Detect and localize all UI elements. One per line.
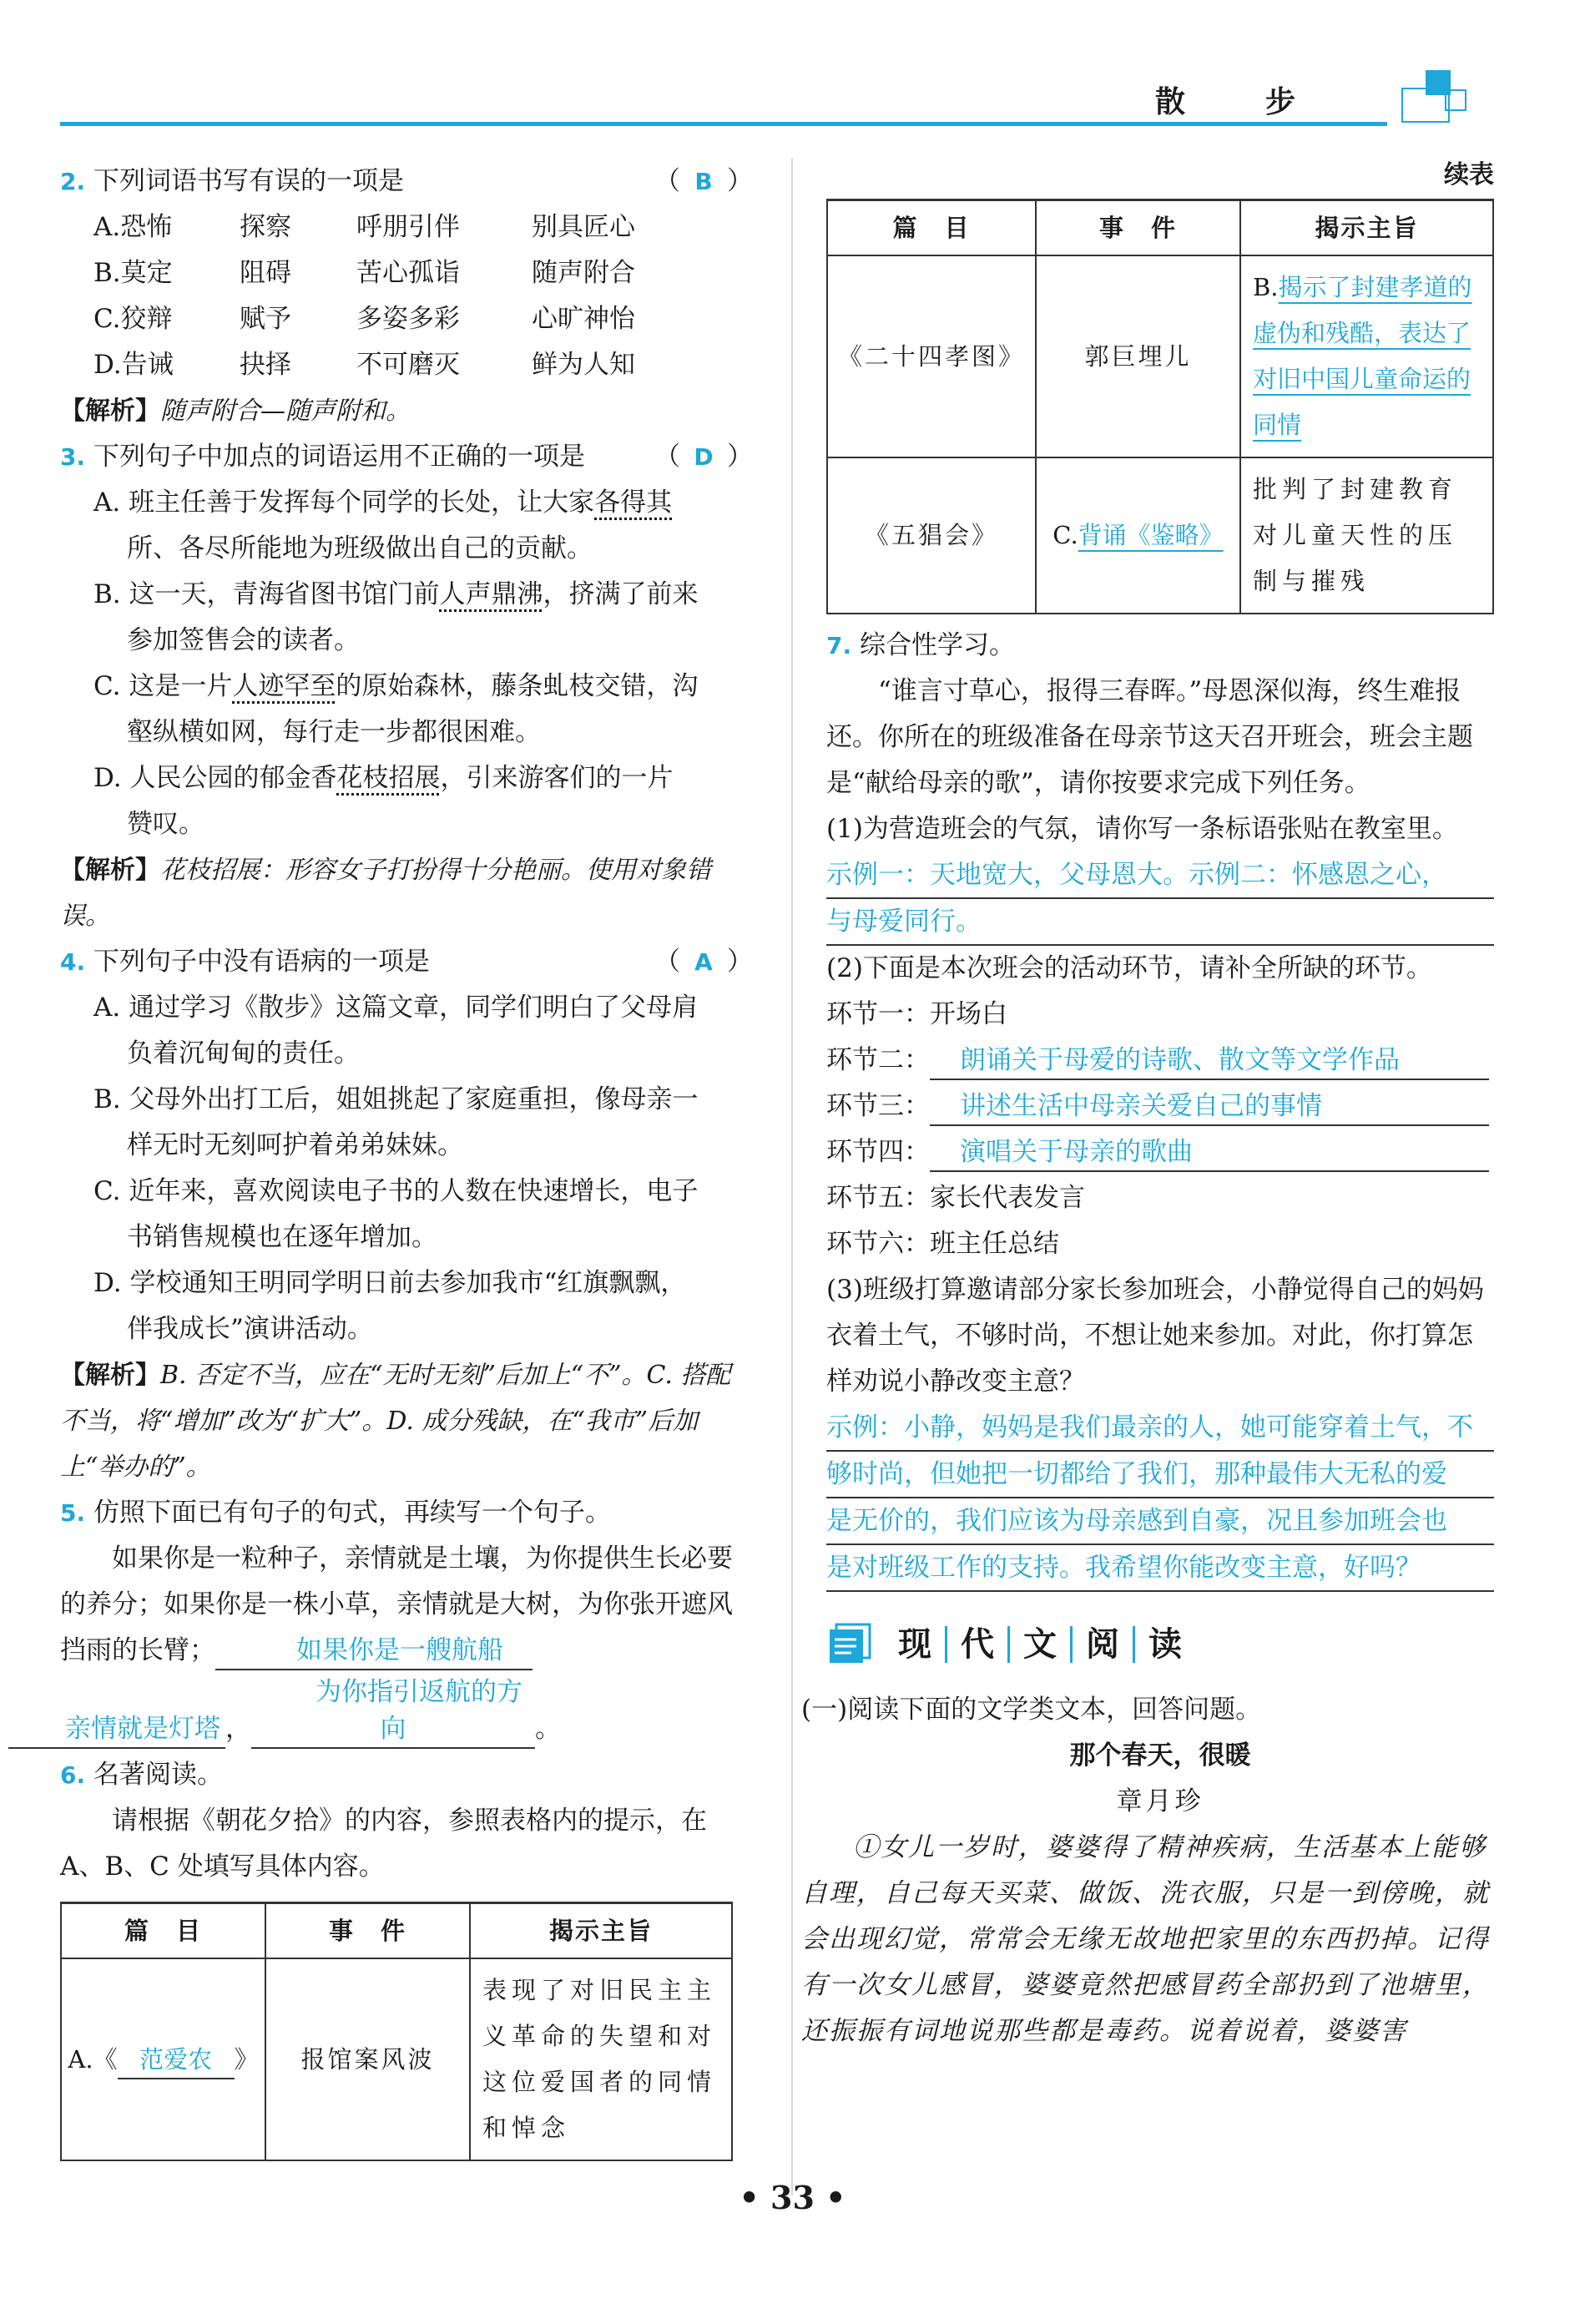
page-number: • 33 • xyxy=(739,2179,846,2216)
option-row-d xyxy=(60,342,753,388)
step-row xyxy=(826,992,1494,1038)
step-row xyxy=(826,1129,1494,1175)
cell-text: 》 xyxy=(234,2044,259,2074)
analysis xyxy=(60,1352,753,1490)
book-table xyxy=(60,1902,733,2161)
header-rule xyxy=(60,122,1387,126)
question-number: 7. xyxy=(826,631,852,659)
right-column xyxy=(801,159,1494,2054)
option-word: 呼朋引伴 xyxy=(356,212,460,242)
cell-text: C. xyxy=(1052,521,1078,549)
question-7 xyxy=(826,623,1494,1592)
answer-bracket: （ B ） xyxy=(654,159,753,205)
option-row-a xyxy=(60,205,753,250)
option-d: D. 学校通知王明同学明日前去参加我市“红旗飘飘， xyxy=(93,1268,687,1298)
option-b-cont: 样无时无刻呵护着弟弟妹妹。 xyxy=(127,1130,463,1160)
step-row xyxy=(826,1175,1494,1221)
dotted-phrase: 人声鼎沸 xyxy=(439,579,543,609)
question-number: 6. xyxy=(60,1761,86,1789)
table-header-row xyxy=(827,200,1493,255)
step-label: 环节二： xyxy=(826,1044,930,1075)
table-cell: 报馆案风波 xyxy=(265,1958,470,2160)
option-word: 探察 xyxy=(240,212,291,242)
answer-letter: D xyxy=(694,443,714,471)
book-icon xyxy=(826,1621,873,1668)
section-char: 现 xyxy=(885,1626,947,1663)
question-5 xyxy=(60,1490,753,1752)
answer-text: 揭示了封建孝道的虚伪和残酷，表达了对旧中国儿童命运的同情 xyxy=(1253,272,1472,439)
answer-line: 是对班级工作的支持。我希望你能改变主意，好吗？ xyxy=(826,1545,1494,1592)
question-3 xyxy=(60,434,753,939)
option-b-cont: 参加签售会的读者。 xyxy=(127,625,360,655)
step-label: 环节五：家长代表发言 xyxy=(826,1182,1085,1213)
step-row xyxy=(826,1221,1494,1267)
option-text: A. 班主任善于发挥每个同学的长处，让大家 xyxy=(93,488,595,518)
book-table-continued xyxy=(826,199,1494,614)
table-header: 揭示主旨 xyxy=(470,1903,732,1958)
question-4 xyxy=(60,939,753,1490)
answer-line: 示例：小静，妈妈是我们最亲的人，她可能穿着土气，不 xyxy=(826,1405,1494,1452)
option-a xyxy=(60,480,753,526)
question-number: 5. xyxy=(60,1499,86,1527)
answer-line: 够时尚，但她把一切都给了我们，那种最伟大无私的爱 xyxy=(826,1452,1494,1498)
sub-question-1: (1)为营造班会的气氛，请你写一条标语张贴在教室里。 xyxy=(826,813,1458,844)
answer-line: 与母爱同行。 xyxy=(826,899,1494,946)
sub-question-3: (3)班级打算邀请部分家长参加班会，小静觉得自己的妈妈衣着土气，不够时尚，不想让她来参加。对此，你打算怎样劝说小静改变主意？ xyxy=(826,1274,1484,1397)
question-stem: 仿照下面已有句子的句式，再续写一个句子。 xyxy=(93,1498,611,1528)
table-header: 篇 目 xyxy=(61,1903,265,1958)
question-stem: 名著阅读。 xyxy=(93,1760,223,1790)
table-row xyxy=(827,255,1493,457)
option-word: A.恐怖 xyxy=(93,212,173,242)
table-cell: 《二十四孝图》 xyxy=(827,255,1036,457)
option-word: 不可磨灭 xyxy=(356,350,460,380)
table-cell: 《五猖会》 xyxy=(827,457,1036,614)
table-header: 事 件 xyxy=(1036,200,1240,255)
cell-text: B. xyxy=(1253,272,1279,301)
option-word: 赋予 xyxy=(240,304,291,334)
step-label: 环节三： xyxy=(826,1090,930,1121)
option-word: 心旷神怡 xyxy=(532,304,635,334)
reading-author: 章月珍 xyxy=(1116,1786,1204,1816)
answer-blank: 如果你是一艘航船 xyxy=(215,1632,533,1670)
question-stem: 下列词语书写有误的一项是 xyxy=(93,166,404,196)
question-6 xyxy=(60,1752,753,2161)
step-label: 环节一：开场白 xyxy=(826,998,1007,1029)
table-row xyxy=(827,457,1493,614)
header-square-decoration-icon xyxy=(1396,67,1479,125)
table-cell: 批判了封建教育对儿童天性的压制与摧残 xyxy=(1240,457,1493,614)
option-d-cont: 伴我成长”演讲活动。 xyxy=(127,1314,373,1344)
option-word: 别具匠心 xyxy=(532,212,635,242)
option-word: B.莫定 xyxy=(93,258,173,288)
analysis-tag: 【解析】 xyxy=(60,856,160,885)
option-text: 的原始森林，藤条虬枝交错，沟 xyxy=(336,671,699,701)
option-c-cont: 壑纵横如网，每行走一步都很困难。 xyxy=(127,717,541,747)
option-word: 随声附合 xyxy=(532,258,635,288)
question-stem: 下列句子中加点的词语运用不正确的一项是 xyxy=(93,442,585,472)
punctuation: ， xyxy=(225,1714,251,1744)
table-header: 揭示主旨 xyxy=(1240,200,1493,255)
table-cell: 表现了对旧民主主义革命的失望和对这位爱国者的同情和悼念 xyxy=(470,1958,732,2160)
option-d-cont: 赞叹。 xyxy=(127,809,204,839)
answer-blank: 范爱农 xyxy=(118,2041,235,2079)
step-label: 环节六：班主任总结 xyxy=(826,1228,1059,1259)
option-text: ，引来游客们的一片 xyxy=(440,763,674,793)
analysis-text: 随声附合—随声附和。 xyxy=(160,397,411,426)
analysis-tag: 【解析】 xyxy=(60,397,160,426)
answer-letter: B xyxy=(694,168,713,195)
question-number: 3. xyxy=(60,443,86,471)
page-header xyxy=(60,67,1479,125)
sample-sentence: 如果你是一粒种子，亲情就是土壤，为你提供生长必要的养分；如果你是一株小草，亲情就是大树，为你张开遮风挡雨的长臂； xyxy=(60,1543,733,1665)
question-number: 2. xyxy=(60,168,86,195)
table-header: 事 件 xyxy=(265,1903,470,1958)
answer-blank: 为你指引返航的方向 xyxy=(251,1674,535,1749)
answer-text: 背诵《鉴略》 xyxy=(1078,521,1224,549)
option-c-cont: 书销售规模也在逐年增加。 xyxy=(127,1222,437,1252)
option-a-cont: 负着沉甸甸的责任。 xyxy=(127,1038,360,1069)
option-word: 抉择 xyxy=(240,350,291,380)
option-d xyxy=(60,755,753,801)
question-text: 请根据《朝花夕拾》的内容，参照表格内的提示，在 A、B、C 处填写具体内容。 xyxy=(60,1806,707,1882)
table-header: 篇 目 xyxy=(827,200,1036,255)
question-stem: 综合性学习。 xyxy=(859,629,1015,660)
option-c xyxy=(60,664,753,710)
answer-blank: 讲述生活中母亲关爱自己的事情 xyxy=(930,1088,1489,1126)
option-text: ，挤满了前来 xyxy=(543,579,699,609)
table-row xyxy=(61,1958,732,2160)
analysis xyxy=(60,388,753,434)
answer-blank: 朗诵关于母爱的诗歌、散文等文学作品 xyxy=(930,1042,1489,1080)
column-divider xyxy=(791,159,793,2195)
answer-blank: 亲情就是灯塔 xyxy=(8,1710,225,1749)
table-continued-label: 续表 xyxy=(1444,160,1494,189)
left-column xyxy=(60,159,753,2161)
option-text: D. 人民公园的郁金香 xyxy=(93,763,337,793)
analysis-tag: 【解析】 xyxy=(60,1361,160,1390)
question-intro: “谁言寸草心，报得三春晖。”母恩深似海，终生难报还。你所在的班级准备在母亲节这天召开班会，班会主题是“献给母亲的歌”，请你按要求完成下列任务。 xyxy=(826,675,1473,798)
option-b: B. 父母外出打工后，姐姐挑起了家庭重担，像母亲一 xyxy=(93,1084,699,1114)
header-title: 散 步 xyxy=(1154,84,1320,119)
section-char: 代 xyxy=(947,1626,1010,1663)
question-text xyxy=(60,1536,753,1752)
dotted-phrase: 花枝招展 xyxy=(336,763,441,793)
dotted-phrase: 各得其 xyxy=(594,488,673,518)
question-2 xyxy=(60,159,753,434)
table-header-row xyxy=(61,1903,732,1958)
option-word: C.狡辩 xyxy=(93,304,173,334)
answer-line: 示例一：天地宽大，父母恩大。示例二：怀感恩之心， xyxy=(826,852,1494,899)
option-text: C. 这是一片 xyxy=(93,671,233,701)
option-word: 多姿多彩 xyxy=(356,304,460,334)
reading-title: 那个春天，很暖 xyxy=(1069,1740,1251,1771)
section-title-text xyxy=(885,1626,1195,1663)
section-char: 阅 xyxy=(1073,1626,1135,1663)
sub-question-2: (2)下面是本次班会的活动环节，请补全所缺的环节。 xyxy=(826,952,1432,983)
answer-letter: A xyxy=(694,948,713,976)
option-b xyxy=(60,572,753,618)
option-a: A. 通过学习《散步》这篇文章，同学们明白了父母肩 xyxy=(93,993,699,1023)
answer-bracket: （ A ） xyxy=(654,939,753,985)
table-cell xyxy=(1036,457,1240,614)
answer-bracket: （ D ） xyxy=(654,434,753,480)
section-title xyxy=(826,1615,1494,1674)
option-row-b xyxy=(60,250,753,296)
punctuation: 。 xyxy=(535,1714,561,1744)
option-word: 苦心孤诣 xyxy=(356,258,460,288)
option-word: 阻碍 xyxy=(240,258,291,288)
reading-intro: (一)阅读下面的文学类文本，回答问题。 xyxy=(801,1694,1262,1725)
option-word: 鲜为人知 xyxy=(532,350,635,380)
option-c: C. 近年来，喜欢阅读电子书的人数在快速增长，电子 xyxy=(93,1176,699,1206)
section-char: 文 xyxy=(1010,1626,1073,1663)
option-a-cont: 所、各尽所能地为班级做出自己的贡献。 xyxy=(127,533,593,563)
analysis-text: 花枝招展：形容女子打扮得十分艳丽。使用对象错误。 xyxy=(60,856,711,931)
step-label: 环节四： xyxy=(826,1136,930,1167)
cell-text: A.《 xyxy=(68,2044,118,2074)
dotted-phrase: 人迹罕至 xyxy=(232,671,336,701)
table-cell: 郭巨埋儿 xyxy=(1036,255,1240,457)
table-cell xyxy=(61,1958,265,2160)
question-number: 4. xyxy=(60,948,86,976)
answer-line: 是无价的，我们应该为母亲感到自豪，况且参加班会也 xyxy=(826,1498,1494,1545)
analysis xyxy=(60,847,753,939)
section-char: 读 xyxy=(1148,1624,1182,1664)
option-word: D.告诫 xyxy=(93,350,174,380)
analysis-text: B. 否定不当，应在“无时无刻”后加上“不”。C. 搭配不当，将“增加”改为“扩大”。D. 成分残缺，在“我市”后加上“举办的”。 xyxy=(60,1361,731,1482)
answer-blank: 演唱关于母亲的歌曲 xyxy=(930,1134,1489,1172)
question-stem: 下列句子中没有语病的一项是 xyxy=(93,947,430,977)
option-row-c xyxy=(60,296,753,342)
reading-paragraph-1: ①女儿一岁时，婆婆得了精神疾病，生活基本上能够自理，自己每天买菜、做饭、洗衣服，只是一到傍晚，就会出现幻觉，常常会无缘无故地把家里的东西扔掉。记得有一次女儿感冒，婆婆竟然把感冒药全部扔到了池塘里，还振振有词地说那些都是毒药。说着说着，婆婆害 xyxy=(801,1831,1490,2046)
table-cell xyxy=(1240,255,1493,457)
step-row xyxy=(826,1084,1494,1129)
step-row xyxy=(826,1038,1494,1084)
option-text: B. 这一天，青海省图书馆门前 xyxy=(93,579,440,609)
